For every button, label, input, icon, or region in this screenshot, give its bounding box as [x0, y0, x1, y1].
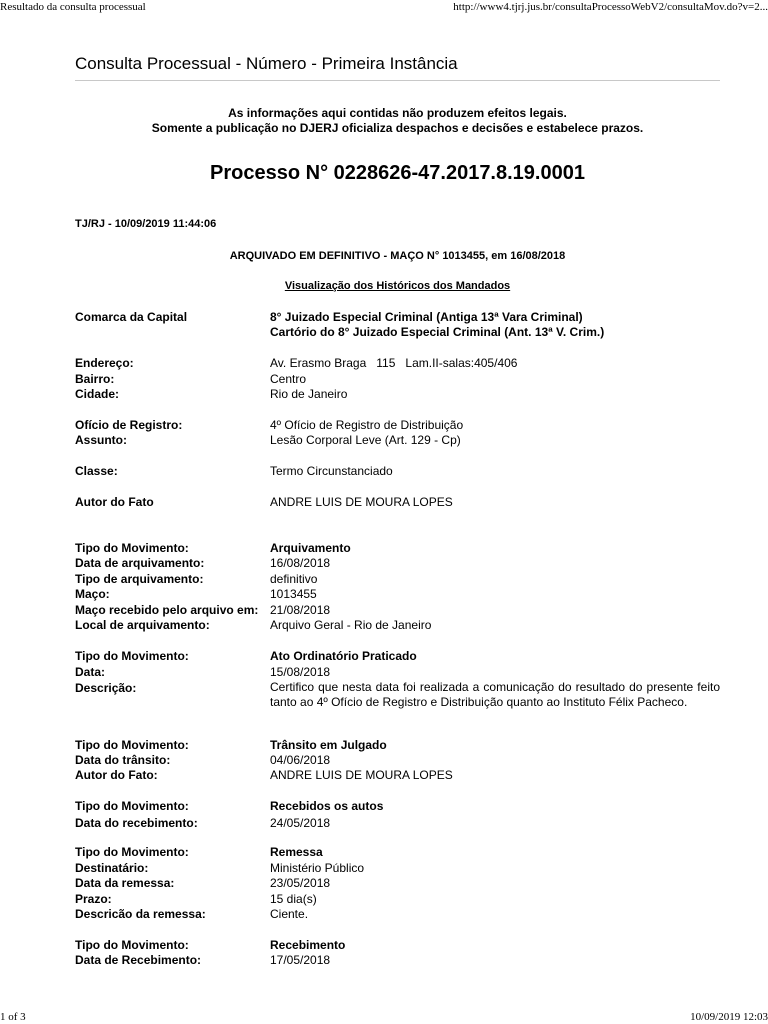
movement-type-value: Trânsito em Julgado [270, 738, 387, 752]
movement-field-label: Descrição: [75, 681, 137, 695]
assunto-label: Assunto: [75, 433, 127, 447]
movement-field-value: 15/08/2018 [270, 665, 331, 679]
movement-field-value: Ciente. [270, 907, 309, 921]
movement-field-label: Data do recebimento: [75, 816, 198, 830]
endereco-label: Endereço: [75, 356, 134, 370]
movement-type-label: Tipo do Movimento: [75, 649, 189, 663]
legal-notice-line1: As informações aqui contidas não produzem efeitos legais. [228, 106, 567, 120]
movement-field-label: Tipo de arquivamento: [75, 572, 204, 586]
movement-type-value: Arquivamento [270, 541, 351, 555]
query-timestamp: TJ/RJ - 10/09/2019 11:44:06 [75, 218, 217, 230]
movement-field-label: Descricão da remessa: [75, 907, 206, 921]
comarca-label: Comarca da Capital [75, 310, 188, 324]
print-header-url: http://www4.tjrj.jus.br/consultaProcessoWebV2/consultaMov.do?v=2... [453, 1, 768, 13]
movement-field-label: Autor do Fato: [75, 768, 158, 782]
oficio-value: 4º Ofício de Registro de Distribuição [270, 418, 464, 432]
bairro-value: Centro [270, 372, 307, 386]
autor-label: Autor do Fato [75, 495, 154, 509]
movement-field-value: Arquivo Geral - Rio de Janeiro [270, 618, 432, 632]
archive-status: ARQUIVADO EM DEFINITIVO - MAÇO N° 1013455, em 16/08/2018 [229, 250, 566, 262]
movement-type-label: Tipo do Movimento: [75, 541, 189, 555]
movement-type-label: Tipo do Movimento: [75, 845, 189, 859]
legal-notice-line2: Somente a publicação no DJERJ oficializa despachos e decisões e estabelece prazos. [151, 121, 644, 135]
endereco-value: Av. Erasmo Braga 115 Lam.II-salas:405/406 [270, 356, 518, 370]
movement-field-label: Prazo: [75, 892, 112, 906]
cidade-label: Cidade: [75, 387, 120, 401]
movement-field-value: 16/08/2018 [270, 556, 331, 570]
movement-type-value: Recebidos os autos [270, 799, 384, 813]
juizado-value: 8° Juizado Especial Criminal (Antiga 13ª Vara Criminal) [270, 310, 583, 324]
cartorio-value: Cartório do 8° Juizado Especial Criminal (Ant. 13ª V. Crim.) [270, 325, 605, 339]
movement-field-value: definitivo [270, 572, 318, 586]
movement-field-value: 23/05/2018 [270, 876, 331, 890]
movement-description: Certifico que nesta data foi realizada a comunicação do resultado do presente feito tanto ao 4º Ofício de Registro e Distribuição quanto ao Instituto Félix Pacheco. [270, 680, 720, 709]
movement-field-value: 17/05/2018 [270, 953, 331, 967]
movement-type-value: Ato Ordinatório Praticado [270, 649, 417, 663]
title-divider [75, 80, 720, 81]
autor-value: ANDRE LUIS DE MOURA LOPES [270, 495, 453, 509]
page-title: Consulta Processual - Número - Primeira Instância [75, 54, 458, 73]
bairro-label: Bairro: [75, 372, 115, 386]
print-footer-datetime: 10/09/2019 12:03 [690, 1011, 768, 1023]
movement-field-value: 04/06/2018 [270, 753, 331, 767]
classe-value: Termo Circunstanciado [270, 464, 393, 478]
movement-type-value: Remessa [270, 845, 323, 859]
movement-field-value: 24/05/2018 [270, 816, 331, 830]
movement-field-label: Destinatário: [75, 861, 149, 875]
movement-field-value: 15 dia(s) [270, 892, 317, 906]
movement-field-label: Data da remessa: [75, 876, 175, 890]
cidade-value: Rio de Janeiro [270, 387, 348, 401]
oficio-label: Ofício de Registro: [75, 418, 183, 432]
movement-field-value: ANDRE LUIS DE MOURA LOPES [270, 768, 453, 782]
movement-field-label: Maço recebido pelo arquivo em: [75, 603, 259, 617]
movement-type-value: Recebimento [270, 938, 346, 952]
movement-field-label: Data do trânsito: [75, 753, 171, 767]
movement-field-label: Maço: [75, 587, 110, 601]
movement-field-label: Local de arquivamento: [75, 618, 210, 632]
movement-field-label: Data de arquivamento: [75, 556, 205, 570]
print-footer-page: 1 of 3 [0, 1011, 26, 1023]
movement-field-label: Data: [75, 665, 106, 679]
movement-type-label: Tipo do Movimento: [75, 938, 189, 952]
movement-field-value: 21/08/2018 [270, 603, 331, 617]
movement-field-label: Data de Recebimento: [75, 953, 202, 967]
process-number: Processo N° 0228626-47.2017.8.19.0001 [210, 162, 585, 184]
view-history-link[interactable]: Visualização dos Históricos dos Mandados [284, 280, 511, 292]
assunto-value: Lesão Corporal Leve (Art. 129 - Cp) [270, 433, 461, 447]
classe-label: Classe: [75, 464, 118, 478]
movement-field-value: 1013455 [270, 587, 317, 601]
print-header-title: Resultado da consulta processual [0, 1, 146, 13]
movement-field-value: Ministério Público [270, 861, 365, 875]
movement-type-label: Tipo do Movimento: [75, 799, 189, 813]
movement-type-label: Tipo do Movimento: [75, 738, 189, 752]
